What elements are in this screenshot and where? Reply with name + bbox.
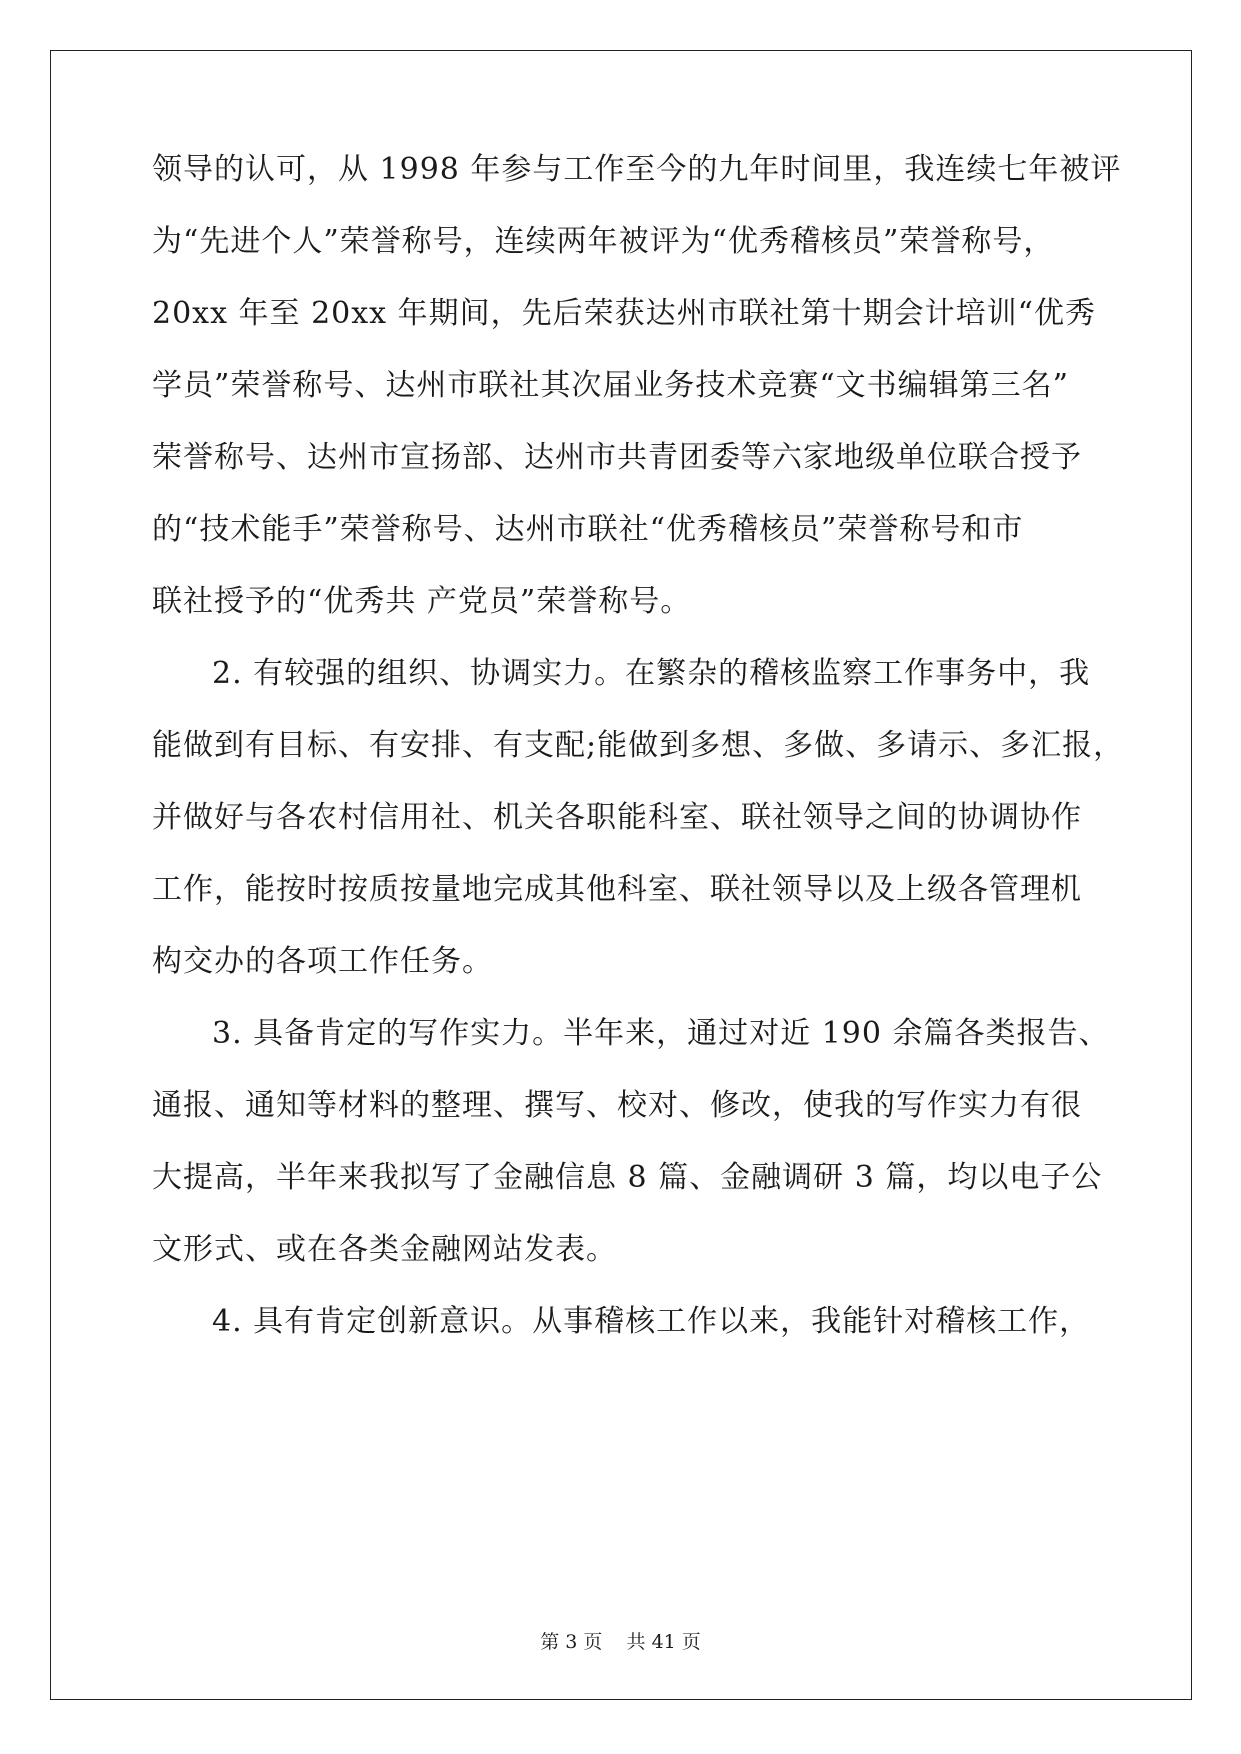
text-line: 领导的认可，从 1998 年参与工作至今的九年时间里，我连续七年被评 <box>152 152 1122 187</box>
text-line: 通报、通知等材料的整理、撰写、校对、修改，使我的写作实力有很 <box>152 1088 1082 1123</box>
text-line: 联社授予的“优秀共 产党员”荣誉称号。 <box>152 584 692 619</box>
text-line: 并做好与各农村信用社、机关各职能科室、联社领导之间的协调协作 <box>152 800 1082 835</box>
paragraph-start-line: 2. 有较强的组织、协调实力。在繁杂的稽核监察工作事务中，我 <box>212 656 1091 691</box>
text-line: 能做到有目标、有安排、有支配;能做到多想、多做、多请示、多汇报， <box>152 728 1125 763</box>
text-line: 为“先进个人”荣誉称号，连续两年被评为“优秀稽核员”荣誉称号， <box>152 224 1055 259</box>
text-line: 大提高，半年来我拟写了金融信息 8 篇、金融调研 3 篇，均以电子公 <box>152 1160 1103 1195</box>
paragraph-start-line: 4. 具有肯定创新意识。从事稽核工作以来，我能针对稽核工作， <box>212 1304 1091 1339</box>
text-line: 的“技术能手”荣誉称号、达州市联社“优秀稽核员”荣誉称号和市 <box>152 512 1024 547</box>
text-line: 20xx 年至 20xx 年期间，先后荣获达州市联社第十期会计培训“优秀 <box>152 296 1096 331</box>
text-line: 工作，能按时按质按量地完成其他科室、联社领导以及上级各管理机 <box>152 872 1082 907</box>
text-line: 荣誉称号、达州市宣扬部、达州市共青团委等六家地级单位联合授予 <box>152 440 1082 475</box>
text-line: 构交办的各项工作任务。 <box>152 944 493 979</box>
paragraph-start-line: 3. 具备肯定的写作实力。半年来，通过对近 190 余篇各类报告、 <box>212 1016 1110 1051</box>
text-line: 学员”荣誉称号、达州市联社其次届业务技术竞赛“文书编辑第三名” <box>152 368 1070 403</box>
text-line: 文形式、或在各类金融网站发表。 <box>152 1232 617 1267</box>
page-number-footer: 第 3 页 共 41 页 <box>540 1631 701 1653</box>
